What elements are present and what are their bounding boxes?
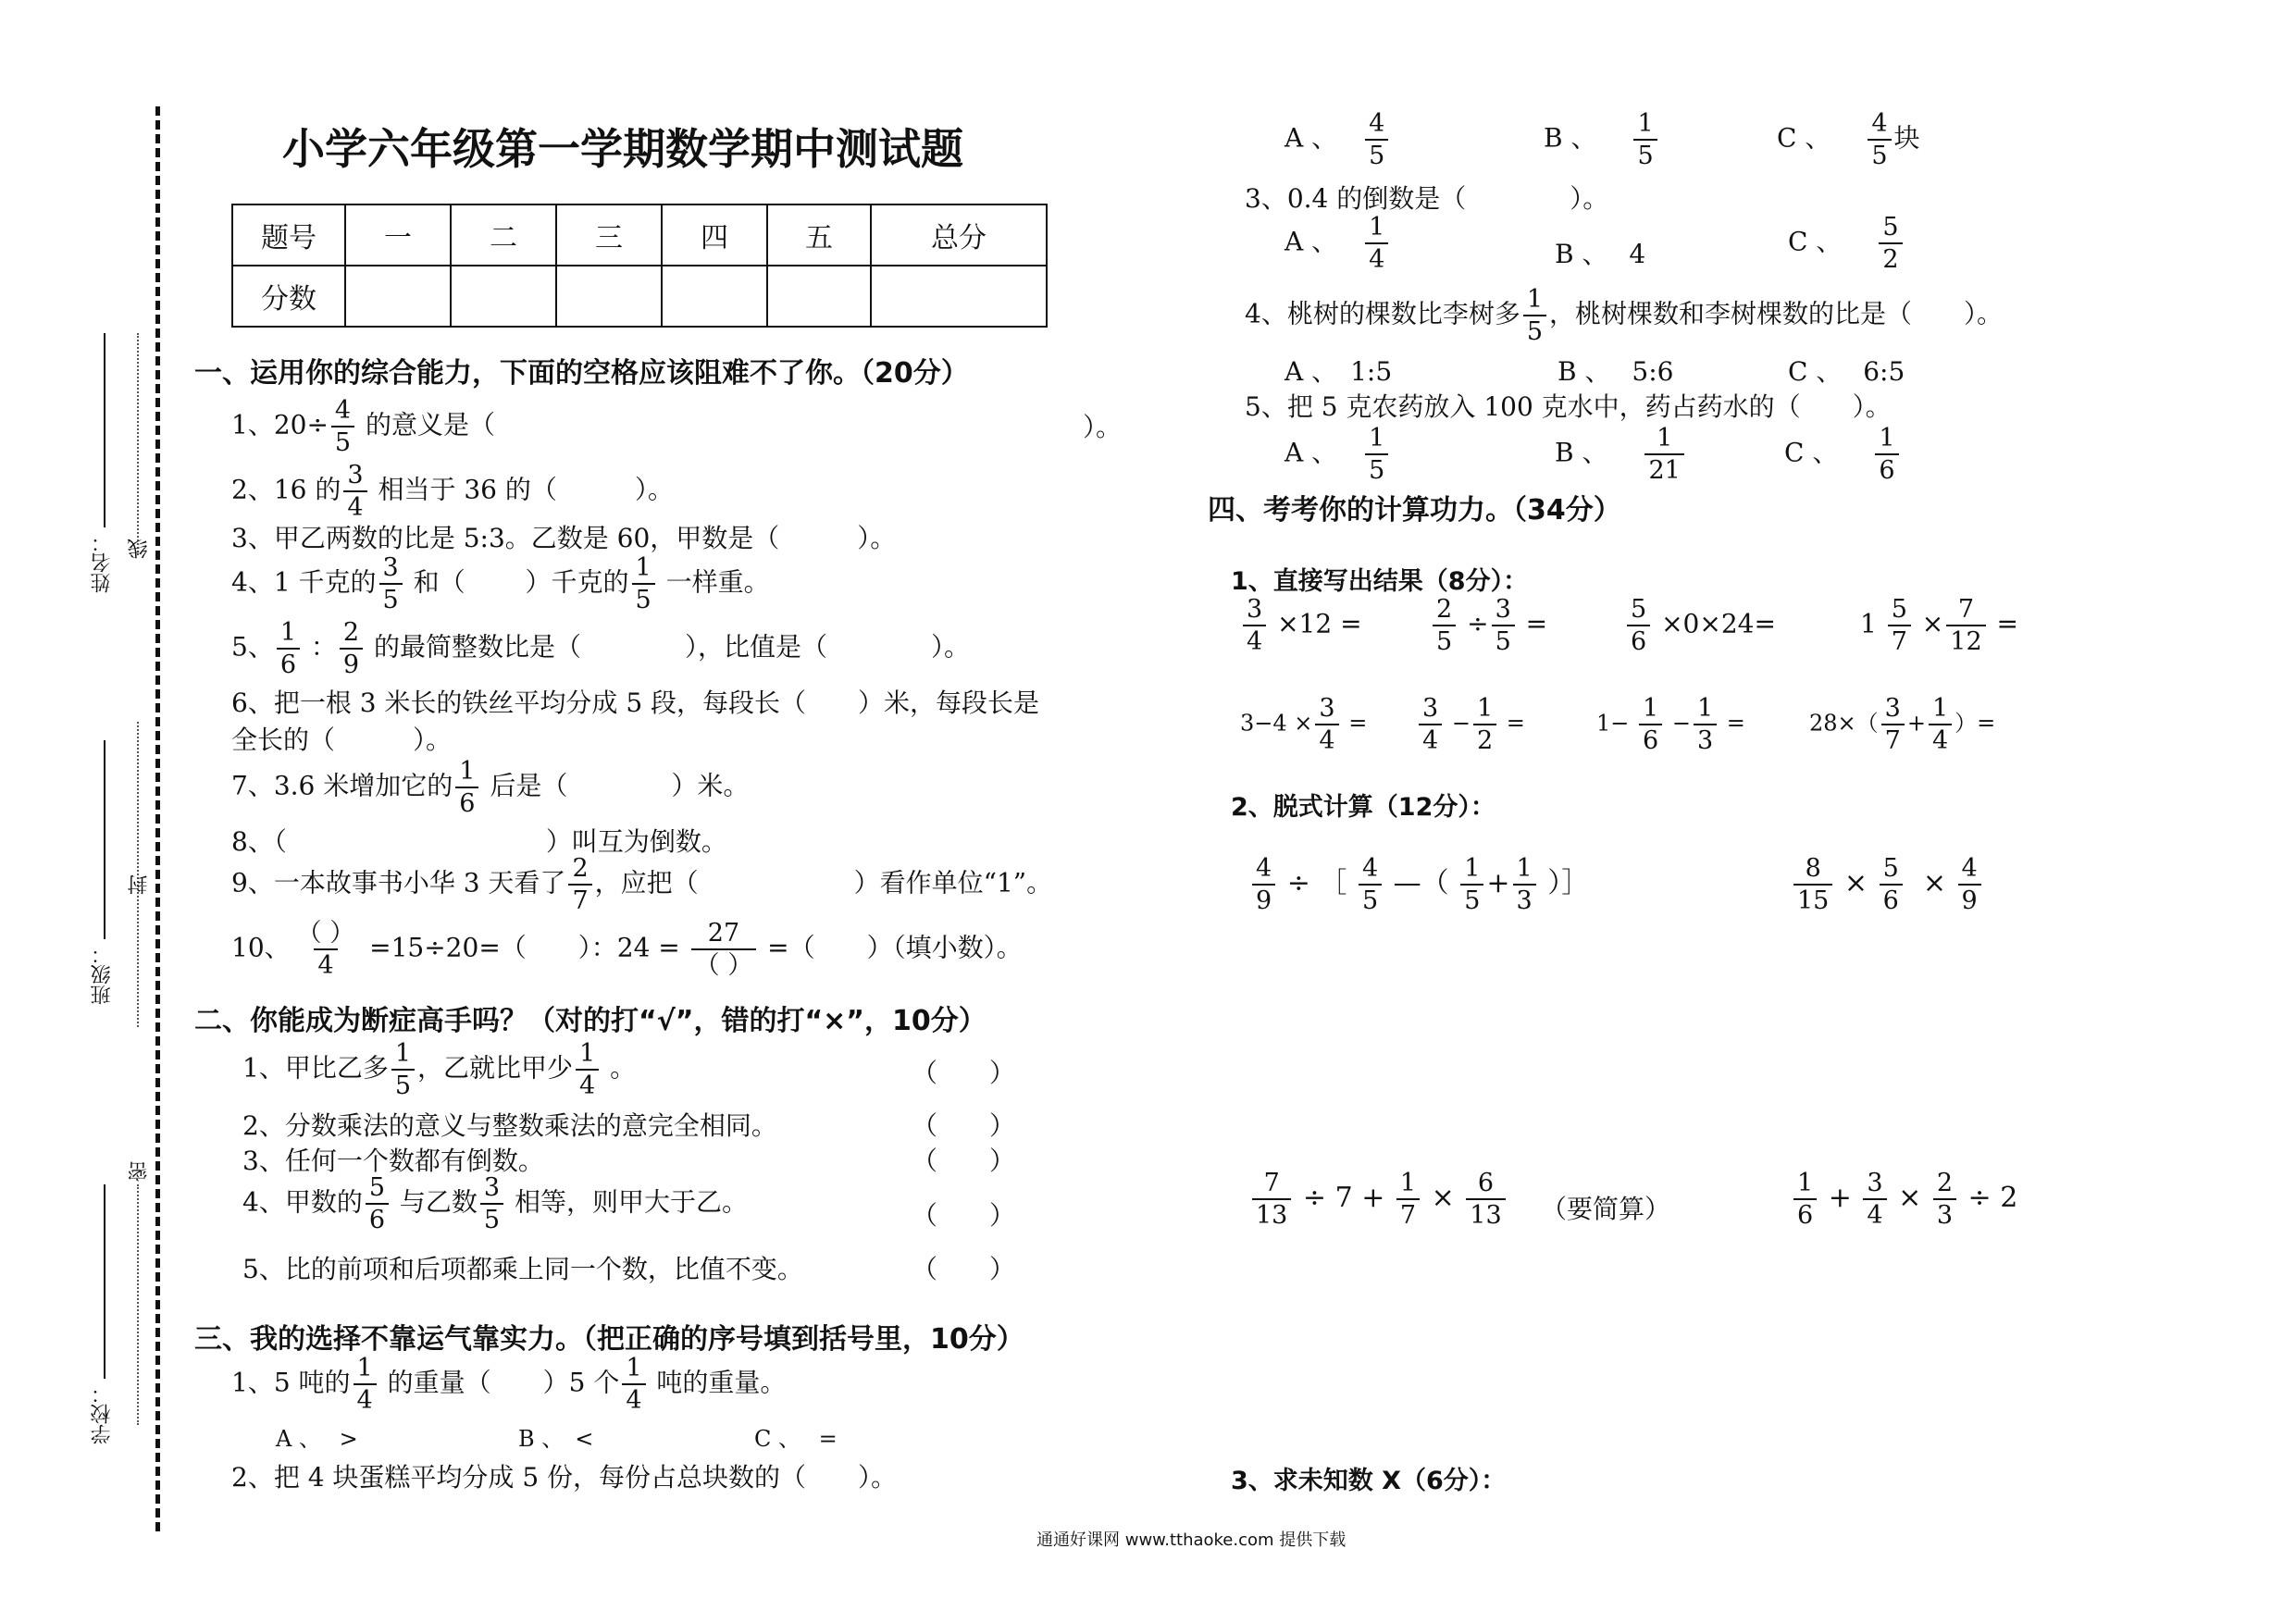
calc-1: $\frac{4}{9}$ ÷ ［ $\frac{4}{5}$ —（ $\frac{1}{5}$ + $\frac{1}{3}$ ）］ bbox=[1249, 856, 1589, 913]
s2-question-3: 3、任何一个数都有倒数。 bbox=[242, 1146, 544, 1176]
s3-q2-option-c[interactable]: C 、 $\frac{4}{5}$ 块 bbox=[1777, 109, 1920, 170]
score-cell[interactable] bbox=[451, 266, 556, 327]
s1-question-4: 4、1 千克的 $\frac{3}{5}$ 和（ ）千克的 $\frac{1}{5}$ 一样重。 bbox=[231, 553, 770, 614]
s3-q1-option-b[interactable]: B 、 < bbox=[518, 1426, 594, 1452]
calc-2: $\frac{8}{15}$ × $\frac{5}{6}$ × $\frac{4}{9}$ bbox=[1791, 856, 1984, 913]
score-cell[interactable] bbox=[556, 266, 662, 327]
s1-question-9: 9、一本故事书小华 3 天看了 $\frac{2}{7}$ ，应把（ ）看作单位“1”。 bbox=[231, 854, 1053, 915]
score-table bbox=[231, 204, 1048, 328]
s3-q1-option-a[interactable]: A 、 > bbox=[276, 1426, 358, 1452]
s1-question-3: 3、甲乙两数的比是 5:3。乙数是 60，甲数是（ ）。 bbox=[231, 523, 897, 553]
secret-mark: 密 bbox=[128, 1161, 151, 1182]
page-title: 小学六年级第一学期数学期中测试题 bbox=[282, 124, 963, 174]
s3-q4-option-b[interactable]: B 、 5:6 bbox=[1558, 356, 1674, 387]
answer-paren[interactable]: （ ） bbox=[912, 1058, 1016, 1088]
s2-question-2: 2、分数乘法的意义与整数乘法的意完全相同。 bbox=[242, 1110, 777, 1141]
s3-q3-option-a[interactable]: A 、 $\frac{1}{4}$ bbox=[1285, 215, 1391, 272]
expr-7: 1− $\frac{1}{6}$ − $\frac{1}{3}$ = bbox=[1596, 694, 1745, 755]
score-cell[interactable] bbox=[871, 266, 1047, 327]
s3-q3-option-b[interactable]: B 、 4 bbox=[1555, 239, 1646, 269]
expr-2: $\frac{2}{5}$ ÷ $\frac{3}{5}$ = bbox=[1430, 597, 1547, 654]
s1-question-6-cont: 全长的（ ）。 bbox=[231, 725, 453, 755]
expr-6: $\frac{3}{4}$ − $\frac{1}{2}$ = bbox=[1416, 696, 1525, 753]
answer-paren[interactable]: （ ） bbox=[912, 1146, 1016, 1176]
s4-part-3-title: 3、求未知数 X（6分）： bbox=[1231, 1467, 1507, 1495]
s1-question-5: 5、 $\frac{1}{6}$ ： $\frac{2}{9}$ 的最简整数比是（ ），比值是（ ）。 bbox=[231, 618, 971, 679]
binding-dashed-line bbox=[155, 106, 160, 1531]
s3-question-2: 2、把 4 块蛋糕平均分成 5 份，每份占总块数的（ ）。 bbox=[231, 1462, 898, 1493]
expr-4: 1 $\frac{5}{7}$ × $\frac{7}{12}$ = bbox=[1860, 595, 2019, 656]
header-cell: 四 bbox=[662, 204, 767, 266]
s3-question-5: 5、把 5 克农药放入 100 克水中，药占药水的（ ）。 bbox=[1245, 391, 1892, 422]
s1-question-1-close: ）。 bbox=[1083, 412, 1123, 442]
section-4-title: 四、考考你的计算功力。（34分） bbox=[1208, 494, 1621, 527]
answer-paren[interactable]: （ ） bbox=[912, 1254, 1016, 1284]
class-field[interactable] bbox=[104, 740, 105, 939]
expr-1: $\frac{3}{4}$ ×12 = bbox=[1240, 597, 1362, 654]
s1-question-1: 1、20÷ $\frac{4}{5}$ 的意义是（ bbox=[231, 396, 495, 457]
s2-question-5: 5、比的前项和后项都乘上同一个数，比值不变。 bbox=[242, 1254, 803, 1284]
seal-mark: 封 bbox=[128, 874, 151, 895]
s3-q4-option-a[interactable]: A 、 1:5 bbox=[1285, 356, 1393, 387]
section-2-title: 二、你能成为断症高手吗？（对的打“√”，错的打“×”，10分） bbox=[194, 1005, 987, 1037]
school-field[interactable] bbox=[104, 1184, 105, 1379]
s1-question-8: 8、（ ）叫互为倒数。 bbox=[231, 826, 727, 857]
line-mark: 线 bbox=[128, 539, 151, 559]
s3-q1-option-c[interactable]: C 、 = bbox=[754, 1426, 838, 1452]
expr-5: 3−4 × $\frac{3}{4}$ = bbox=[1240, 694, 1368, 755]
s4-part-2-title: 2、脱式计算（12分）： bbox=[1231, 793, 1496, 822]
s3-q5-option-c[interactable]: C 、 $\frac{1}{6}$ bbox=[1784, 426, 1902, 483]
s2-question-1: 1、甲比乙多 $\frac{1}{5}$ ，乙就比甲少 $\frac{1}{4}$ 。 bbox=[242, 1039, 637, 1100]
s3-q2-option-b[interactable]: B 、 $\frac{1}{5}$ bbox=[1544, 111, 1660, 168]
footer: 通通好课网 www.tthaoke.com 提供下载 bbox=[1036, 1530, 1347, 1550]
school-label: 学校： bbox=[91, 1383, 114, 1444]
name-label: 姓名： bbox=[91, 532, 114, 593]
s3-q5-option-a[interactable]: A 、 $\frac{1}{5}$ bbox=[1285, 426, 1391, 483]
score-cell[interactable] bbox=[345, 266, 451, 327]
s4-part-1-title: 1、直接写出结果（8分）： bbox=[1231, 567, 1529, 596]
class-label: 班级： bbox=[91, 944, 114, 1005]
expr-3: $\frac{5}{6}$ ×0×24= bbox=[1624, 597, 1776, 654]
header-cell: 五 bbox=[767, 204, 871, 266]
s1-question-7: 7、3.6 米增加它的 $\frac{1}{6}$ 后是（ ）米。 bbox=[231, 757, 750, 818]
row-label: 分数 bbox=[232, 266, 345, 327]
simplify-note: （要简算） bbox=[1541, 1194, 1671, 1224]
header-cell: 三 bbox=[556, 204, 662, 266]
s1-question-6: 6、把一根 3 米长的铁丝平均分成 5 段，每段长（ ）米，每段长是 bbox=[231, 688, 1040, 718]
s3-question-3: 3、0.4 的倒数是（ ）。 bbox=[1245, 183, 1609, 214]
calc-3: $\frac{7}{13}$ ÷ 7 + $\frac{1}{7}$ × $\frac{6}{13}$ bbox=[1249, 1171, 1508, 1228]
expr-8: 28×（ $\frac{3}{7}$ + $\frac{1}{4}$ ）= bbox=[1809, 694, 1996, 755]
header-cell: 题号 bbox=[232, 204, 345, 266]
s3-q4-option-c[interactable]: C 、 6:5 bbox=[1788, 356, 1905, 387]
secret-line bbox=[137, 1184, 139, 1425]
s3-question-4: 4、桃树的棵数比李树多 $\frac{1}{5}$ ，桃树棵数和李树棵数的比是（ ）。 bbox=[1245, 285, 2004, 346]
cut-line bbox=[137, 333, 139, 555]
header-cell: 一 bbox=[345, 204, 451, 266]
s3-q3-option-c[interactable]: C 、 $\frac{5}{2}$ bbox=[1788, 215, 1905, 272]
score-cell[interactable] bbox=[662, 266, 767, 327]
header-cell: 二 bbox=[451, 204, 556, 266]
section-1-title: 一、运用你的综合能力，下面的空格应该阻难不了你。（20分） bbox=[194, 357, 969, 390]
s2-question-4: 4、甲数的 $\frac{5}{6}$ 与乙数 $\frac{3}{5}$ 相等，则甲大于乙。 bbox=[242, 1173, 749, 1234]
calc-4: $\frac{1}{6}$ + $\frac{3}{4}$ × $\frac{2}{3}$ ÷ 2 bbox=[1791, 1171, 2017, 1228]
s1-question-2: 2、16 的 $\frac{3}{4}$ 相当于 36 的（ ）。 bbox=[231, 461, 674, 522]
section-3-title: 三、我的选择不靠运气靠实力。（把正确的序号填到括号里，10分） bbox=[194, 1323, 1024, 1356]
answer-paren[interactable]: （ ） bbox=[912, 1200, 1016, 1231]
header-cell: 总分 bbox=[871, 204, 1047, 266]
s3-q2-options[interactable]: A 、 $\frac{4}{5}$ bbox=[1285, 111, 1391, 168]
answer-paren[interactable]: （ ） bbox=[912, 1110, 1016, 1141]
score-cell[interactable] bbox=[767, 266, 871, 327]
s3-q5-option-b[interactable]: B 、 $\frac{1}{21}$ bbox=[1555, 426, 1687, 483]
s3-question-1: 1、5 吨的 $\frac{1}{4}$ 的重量（ ）5 个 $\frac{1}{4}$ 吨的重量。 bbox=[231, 1354, 787, 1415]
s1-question-10: 10、 （ ） 4 =15÷20=（ ）：24 = 27 （ ） =（ ）（填小数）。 bbox=[231, 919, 1023, 980]
name-field[interactable] bbox=[104, 333, 105, 527]
